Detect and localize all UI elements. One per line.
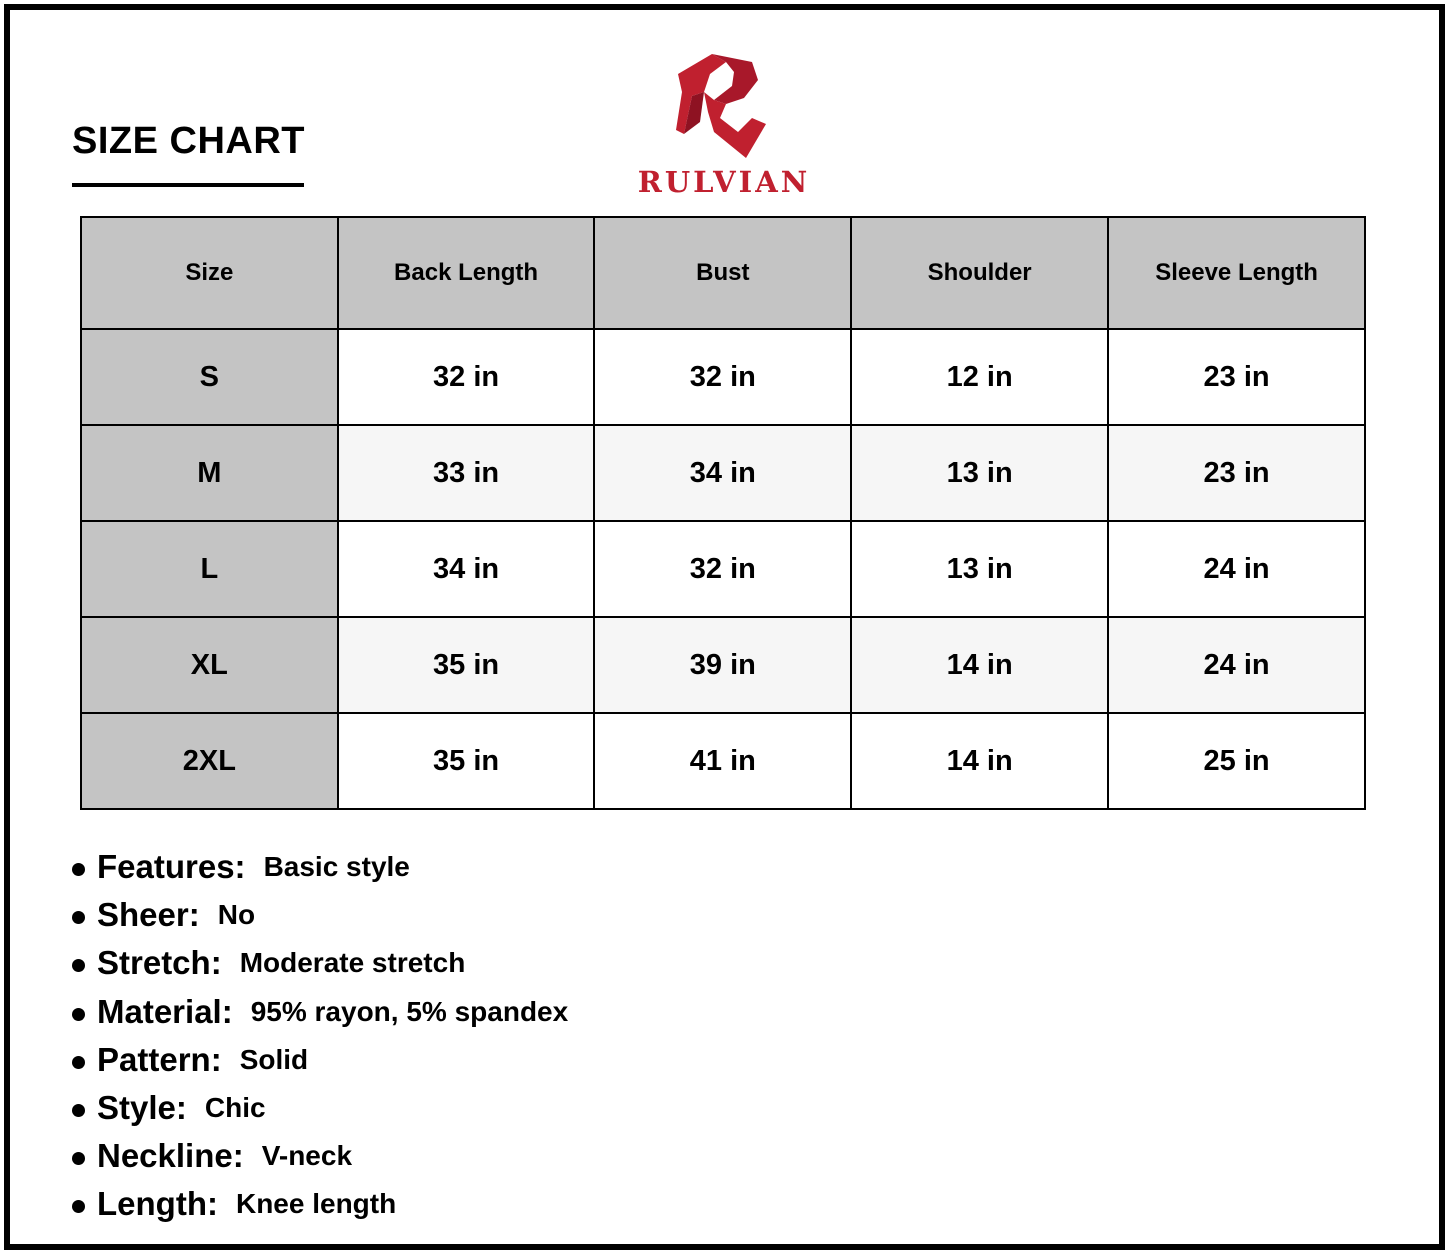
- attribute-label: Neckline:: [97, 1137, 244, 1175]
- sleeve-length-cell: 23 in: [1108, 329, 1365, 425]
- attribute-label: Sheer:: [97, 896, 200, 934]
- list-item: [72, 1041, 568, 1089]
- bullet-icon: [72, 1056, 85, 1069]
- title-underline: [72, 183, 304, 187]
- table-row: [81, 521, 1365, 617]
- attribute-value: Knee length: [235, 1188, 397, 1220]
- attribute-label: Stretch:: [97, 944, 222, 982]
- bust-cell: 34 in: [594, 425, 851, 521]
- bullet-icon: [72, 1104, 85, 1117]
- bust-cell: 39 in: [594, 617, 851, 713]
- page-title: SIZE CHART: [72, 120, 305, 162]
- size-cell: S: [81, 329, 338, 425]
- bullet-icon: [72, 863, 85, 876]
- sleeve-length-cell: 23 in: [1108, 425, 1365, 521]
- column-header-back-length: Back Length: [338, 217, 595, 329]
- shoulder-cell: 13 in: [851, 425, 1108, 521]
- back-length-cell: 35 in: [338, 617, 595, 713]
- back-length-cell: 35 in: [338, 713, 595, 809]
- column-header-bust: Bust: [594, 217, 851, 329]
- list-item: [72, 993, 568, 1041]
- table-row: [81, 329, 1365, 425]
- product-attributes-list: [72, 848, 568, 1234]
- r-monogram-logo-icon: [674, 52, 774, 162]
- list-item: [72, 848, 568, 896]
- attribute-value: No: [217, 899, 256, 931]
- sleeve-length-cell: 24 in: [1108, 521, 1365, 617]
- sleeve-length-cell: 24 in: [1108, 617, 1365, 713]
- list-item: [72, 896, 568, 944]
- attribute-value: Chic: [204, 1091, 266, 1123]
- bullet-icon: [72, 911, 85, 924]
- size-cell: L: [81, 521, 338, 617]
- table-row: [81, 425, 1365, 521]
- list-item: [72, 1185, 568, 1233]
- list-item: [72, 1137, 568, 1185]
- back-length-cell: 34 in: [338, 521, 595, 617]
- attribute-value: Basic style: [263, 851, 410, 882]
- list-item: [72, 944, 568, 992]
- attribute-label: Features:: [97, 848, 246, 885]
- table-row: [81, 713, 1365, 809]
- bullet-icon: [72, 1200, 85, 1213]
- attribute-label: Length:: [97, 1185, 218, 1223]
- attribute-label: Style:: [97, 1088, 187, 1126]
- attribute-label: Pattern:: [97, 1040, 222, 1078]
- column-header-size: Size: [81, 217, 338, 329]
- column-header-sleeve-length: Sleeve Length: [1108, 217, 1365, 329]
- size-cell: XL: [81, 617, 338, 713]
- back-length-cell: 33 in: [338, 425, 595, 521]
- attribute-label: Material:: [97, 992, 233, 1030]
- shoulder-cell: 13 in: [851, 521, 1108, 617]
- size-cell: M: [81, 425, 338, 521]
- bust-cell: 32 in: [594, 521, 851, 617]
- bust-cell: 41 in: [594, 713, 851, 809]
- back-length-cell: 32 in: [338, 329, 595, 425]
- column-header-shoulder: Shoulder: [851, 217, 1108, 329]
- brand-name: RULVIAN: [637, 165, 811, 199]
- sleeve-length-cell: 25 in: [1108, 713, 1365, 809]
- size-cell: 2XL: [81, 713, 338, 809]
- shoulder-cell: 14 in: [851, 617, 1108, 713]
- table-header-row: [81, 217, 1365, 329]
- table-row: [81, 617, 1365, 713]
- size-table: [80, 216, 1366, 810]
- brand-logo: [626, 52, 822, 202]
- attribute-value: Moderate stretch: [239, 947, 466, 979]
- list-item: [72, 1089, 568, 1137]
- shoulder-cell: 12 in: [851, 329, 1108, 425]
- bullet-icon: [72, 1008, 85, 1021]
- attribute-value: Solid: [239, 1043, 309, 1075]
- attribute-value: V-neck: [261, 1140, 353, 1172]
- shoulder-cell: 14 in: [851, 713, 1108, 809]
- bullet-icon: [72, 959, 85, 972]
- bullet-icon: [72, 1152, 85, 1165]
- bust-cell: 32 in: [594, 329, 851, 425]
- attribute-value: 95% rayon, 5% spandex: [250, 995, 569, 1027]
